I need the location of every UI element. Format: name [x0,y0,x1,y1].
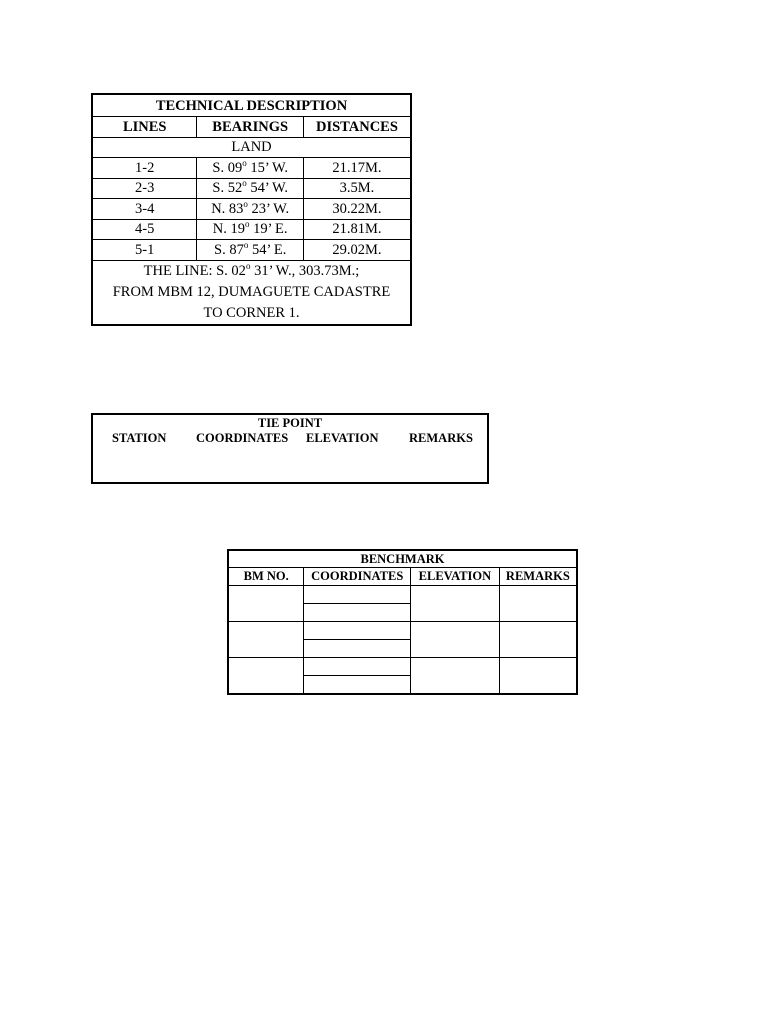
bm-no-cell [228,658,304,695]
td-header-distances: DISTANCES [303,117,411,138]
tie-line-text-2: FROM MBM 12, DUMAGUETE CADASTRE [112,283,391,300]
td-header-lines: LINES [92,117,197,138]
bm-elevation-cell [411,622,500,658]
benchmark-title: BENCHMARK [228,550,577,568]
degree-mark: o [245,219,250,230]
bearing-cell: S. 09$^o$ 15’ W. [197,158,303,179]
bm-header-coordinates: COORDINATES [304,568,411,586]
tie-line-description [92,260,411,325]
bearing-cell: S. 52$^o$ 54’ W. [197,178,303,199]
benchmark-table [227,549,578,695]
bearing-cell: N. 83$^o$ 23’ W. [197,199,303,220]
line-cell: 4-5 [92,219,197,240]
distance-cell: 21.81M. [303,219,411,240]
bm-no-cell [228,622,304,658]
tie-point-title: TIE POINT [257,416,323,430]
distance-cell: 29.02M. [303,240,411,261]
bm-elevation-cell [411,586,500,622]
tie-header-station: STATION [112,431,167,445]
line-cell: 5-1 [92,240,197,261]
distance-cell: 3.5M. [303,178,411,199]
table-row [92,219,411,240]
line-cell: 1-2 [92,158,197,179]
bm-elevation-cell [411,658,500,695]
table-row [228,658,577,676]
degree-mark: o [242,178,247,189]
table-row [228,622,577,640]
degree-mark: o [242,157,247,168]
bm-coordinates-cell [304,676,411,695]
line-cell: 3-4 [92,199,197,220]
table-row [92,158,411,179]
tie-header-remarks: REMARKS [409,431,473,445]
bm-remarks-cell [499,586,577,622]
bm-header-elevation: ELEVATION [411,568,500,586]
td-section-label: LAND [92,137,411,158]
table-row [92,199,411,220]
table-row [92,240,411,261]
tie-header-elevation: ELEVATION [306,431,379,445]
bm-header-remarks: REMARKS [499,568,577,586]
bm-remarks-cell [499,622,577,658]
bearing-cell: N. 19$^o$ 19’ E. [197,219,303,240]
distance-cell: 30.22M. [303,199,411,220]
td-title: TECHNICAL DESCRIPTION [92,94,411,117]
tie-line-text-3: TO CORNER 1. [203,304,300,321]
line-cell: 2-3 [92,178,197,199]
degree-mark: o [243,239,249,250]
bm-header-no: BM NO. [228,568,304,586]
distance-cell: 21.17M. [303,158,411,179]
bm-no-cell [228,586,304,622]
tie-point-box [91,413,489,484]
tie-header-coordinates: COORDINATES [196,431,289,445]
bm-coordinates-cell [304,586,411,604]
bm-coordinates-cell [304,640,411,658]
technical-description-table [91,93,412,326]
table-row [228,586,577,604]
table-row [92,178,411,199]
td-header-bearings: BEARINGS [197,117,303,138]
bm-remarks-cell [499,658,577,695]
degree-mark: o [245,260,251,271]
bm-coordinates-cell [304,658,411,676]
degree-mark: o [243,198,248,209]
bm-coordinates-cell [304,622,411,640]
bm-coordinates-cell [304,604,411,622]
tie-line-text-1: THE LINE: S. 02$^o$ 31’ W., 303.73M.; [143,260,360,279]
bearing-cell: S. 87$^o$ 54’ E. [197,240,303,261]
